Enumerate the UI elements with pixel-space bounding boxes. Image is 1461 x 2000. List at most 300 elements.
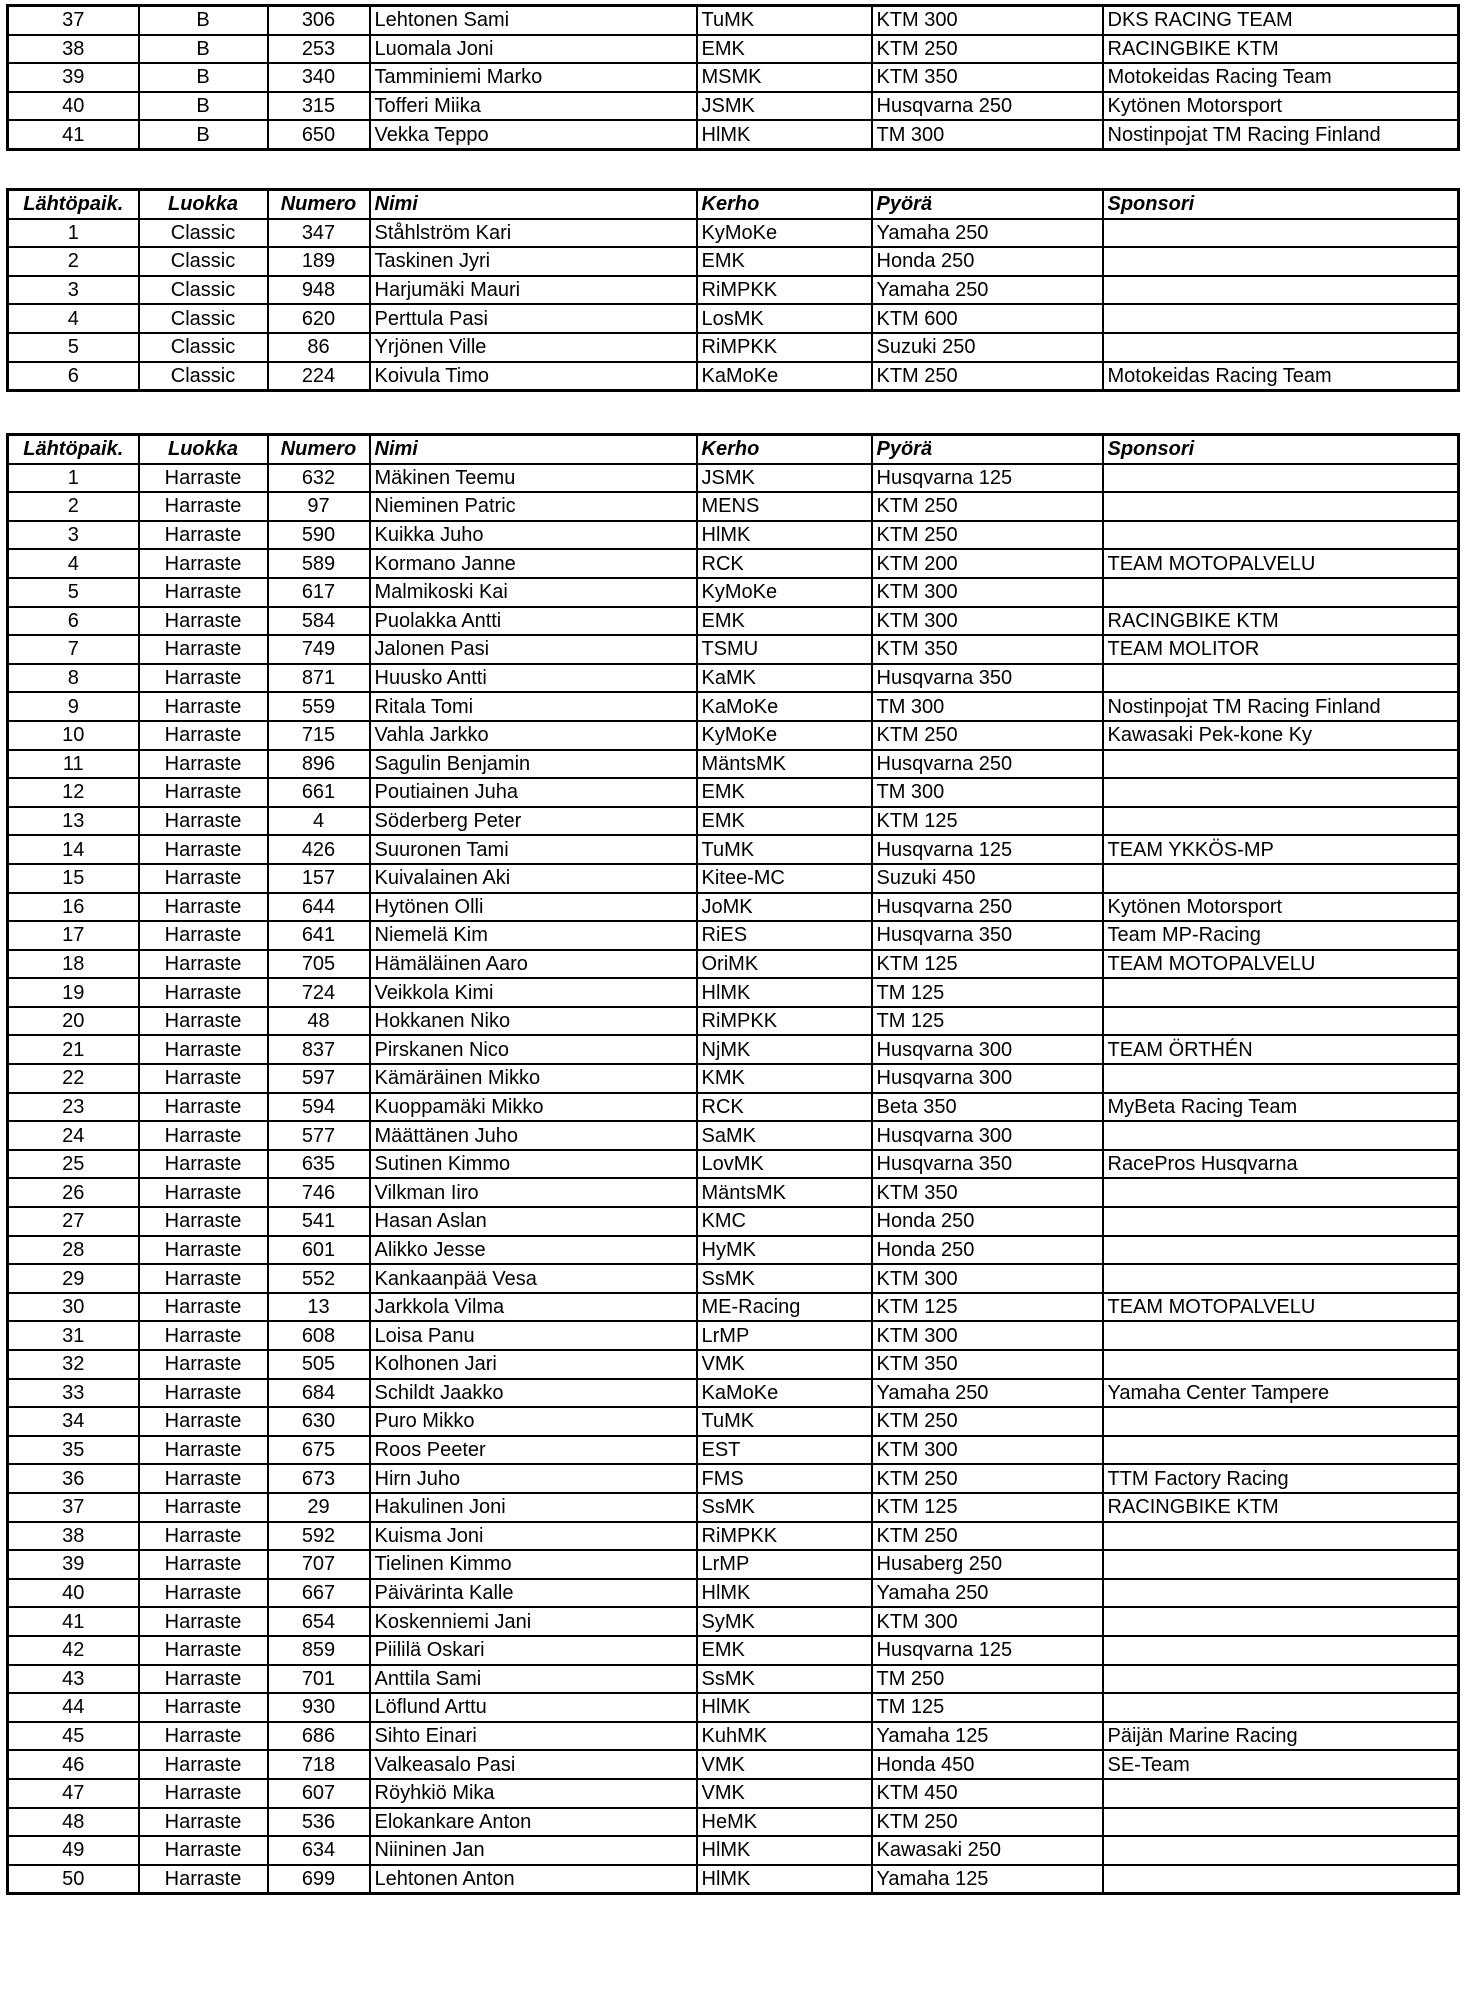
cell-bike: KTM 250 (872, 1808, 1103, 1837)
cell-name: Anttila Sami (370, 1665, 697, 1694)
cell-class: Harraste (139, 578, 268, 607)
cell-start-position: 39 (8, 63, 139, 92)
cell-bike: KTM 250 (872, 1407, 1103, 1436)
cell-number: 705 (268, 950, 370, 979)
cell-number: 871 (268, 664, 370, 693)
table-row (8, 6, 1459, 35)
cell-class: Harraste (139, 978, 268, 1007)
cell-number: 930 (268, 1693, 370, 1722)
cell-bike: KTM 250 (872, 492, 1103, 521)
cell-sponsor (1103, 333, 1459, 362)
cell-number: 505 (268, 1350, 370, 1379)
table-row (8, 1865, 1459, 1894)
cell-sponsor (1103, 864, 1459, 893)
cell-class: Harraste (139, 1064, 268, 1093)
cell-name: Vahla Jarkko (370, 721, 697, 750)
cell-class: Harraste (139, 1150, 268, 1179)
cell-start-position: 44 (8, 1693, 139, 1722)
cell-class: B (139, 63, 268, 92)
cell-sponsor: TTM Factory Racing (1103, 1464, 1459, 1493)
cell-bike: KTM 250 (872, 1464, 1103, 1493)
cell-bike: KTM 350 (872, 63, 1103, 92)
cell-sponsor (1103, 1522, 1459, 1551)
column-header-class: Luokka (139, 190, 268, 219)
cell-club: KMK (697, 1064, 872, 1093)
cell-bike: KTM 350 (872, 1178, 1103, 1207)
cell-sponsor (1103, 1836, 1459, 1865)
cell-club: HeMK (697, 1808, 872, 1837)
cell-name: Yrjönen Ville (370, 333, 697, 362)
cell-bike: KTM 300 (872, 1321, 1103, 1350)
cell-start-position: 43 (8, 1665, 139, 1694)
cell-bike: KTM 300 (872, 1264, 1103, 1293)
cell-bike: TM 300 (872, 120, 1103, 149)
cell-sponsor (1103, 1865, 1459, 1894)
cell-number: 896 (268, 750, 370, 779)
cell-name: Alikko Jesse (370, 1236, 697, 1265)
table-row (8, 1407, 1459, 1436)
cell-class: Harraste (139, 492, 268, 521)
cell-bike: Husqvarna 350 (872, 1150, 1103, 1179)
cell-number: 48 (268, 1007, 370, 1036)
cell-class: Harraste (139, 1722, 268, 1751)
cell-start-position: 33 (8, 1379, 139, 1408)
cell-number: 724 (268, 978, 370, 1007)
table-row (8, 1636, 1459, 1665)
cell-class: Harraste (139, 1407, 268, 1436)
cell-class: Harraste (139, 664, 268, 693)
table-row (8, 1665, 1459, 1694)
cell-start-position: 45 (8, 1722, 139, 1751)
cell-club: HlMK (697, 1865, 872, 1894)
table-row (8, 950, 1459, 979)
cell-number: 718 (268, 1750, 370, 1779)
cell-name: Koivula Timo (370, 362, 697, 391)
column-header-sponsor: Sponsori (1103, 435, 1459, 464)
cell-bike: Husqvarna 125 (872, 835, 1103, 864)
cell-start-position: 41 (8, 120, 139, 149)
cell-club: SsMK (697, 1665, 872, 1694)
cell-class: B (139, 120, 268, 149)
cell-start-position: 5 (8, 578, 139, 607)
cell-sponsor (1103, 464, 1459, 493)
cell-club: SsMK (697, 1493, 872, 1522)
cell-club: TuMK (697, 1407, 872, 1436)
cell-number: 673 (268, 1464, 370, 1493)
cell-bike: Husqvarna 300 (872, 1035, 1103, 1064)
table-row (8, 521, 1459, 550)
cell-class: Harraste (139, 521, 268, 550)
cell-sponsor (1103, 1178, 1459, 1207)
cell-number: 157 (268, 864, 370, 893)
table-row (8, 1293, 1459, 1322)
cell-bike: Husqvarna 125 (872, 1636, 1103, 1665)
cell-number: 584 (268, 607, 370, 636)
cell-name: Mäkinen Teemu (370, 464, 697, 493)
cell-class: Harraste (139, 1607, 268, 1636)
cell-sponsor: RACINGBIKE KTM (1103, 1493, 1459, 1522)
cell-club: LrMP (697, 1550, 872, 1579)
cell-sponsor (1103, 1436, 1459, 1465)
cell-number: 715 (268, 721, 370, 750)
cell-bike: Husqvarna 250 (872, 893, 1103, 922)
table-row (8, 492, 1459, 521)
cell-class: Harraste (139, 1579, 268, 1608)
cell-start-position: 19 (8, 978, 139, 1007)
cell-bike: KTM 250 (872, 721, 1103, 750)
cell-start-position: 13 (8, 807, 139, 836)
cell-bike: Beta 350 (872, 1093, 1103, 1122)
cell-start-position: 16 (8, 893, 139, 922)
cell-start-position: 1 (8, 464, 139, 493)
cell-name: Lehtonen Sami (370, 6, 697, 35)
cell-start-position: 24 (8, 1121, 139, 1150)
cell-sponsor (1103, 750, 1459, 779)
cell-bike: Husqvarna 350 (872, 921, 1103, 950)
table-row (8, 1808, 1459, 1837)
cell-number: 686 (268, 1722, 370, 1751)
cell-club: SyMK (697, 1607, 872, 1636)
cell-bike: Husqvarna 300 (872, 1121, 1103, 1150)
cell-name: Puolakka Antti (370, 607, 697, 636)
cell-club: RiMPKK (697, 333, 872, 362)
cell-number: 340 (268, 63, 370, 92)
cell-class: Classic (139, 276, 268, 305)
column-header-class: Luokka (139, 435, 268, 464)
column-header-bike: Pyörä (872, 190, 1103, 219)
cell-club: MäntsMK (697, 1178, 872, 1207)
column-header-number: Numero (268, 435, 370, 464)
table-row (8, 1064, 1459, 1093)
cell-number: 577 (268, 1121, 370, 1150)
cell-club: HlMK (697, 1579, 872, 1608)
table-row (8, 1236, 1459, 1265)
cell-name: Kuivalainen Aki (370, 864, 697, 893)
cell-bike: Yamaha 250 (872, 1579, 1103, 1608)
cell-club: EMK (697, 778, 872, 807)
cell-name: Röyhkiö Mika (370, 1779, 697, 1808)
cell-class: Harraste (139, 607, 268, 636)
cell-club: RiES (697, 921, 872, 950)
cell-class: Harraste (139, 1350, 268, 1379)
cell-name: Niininen Jan (370, 1836, 697, 1865)
cell-name: Taskinen Jyri (370, 247, 697, 276)
cell-number: 4 (268, 807, 370, 836)
cell-start-position: 11 (8, 750, 139, 779)
cell-number: 661 (268, 778, 370, 807)
table-row (8, 807, 1459, 836)
cell-sponsor: Kawasaki Pek-kone Ky (1103, 721, 1459, 750)
cell-bike: KTM 250 (872, 362, 1103, 391)
cell-club: TuMK (697, 835, 872, 864)
cell-name: Jarkkola Vilma (370, 1293, 697, 1322)
cell-name: Puro Mikko (370, 1407, 697, 1436)
cell-number: 634 (268, 1836, 370, 1865)
cell-name: Hakulinen Joni (370, 1493, 697, 1522)
cell-class: Classic (139, 333, 268, 362)
cell-start-position: 49 (8, 1836, 139, 1865)
cell-sponsor (1103, 1121, 1459, 1150)
cell-club: JSMK (697, 464, 872, 493)
cell-number: 594 (268, 1093, 370, 1122)
cell-start-position: 17 (8, 921, 139, 950)
cell-name: Löflund Arttu (370, 1693, 697, 1722)
cell-club: LosMK (697, 304, 872, 333)
cell-sponsor (1103, 219, 1459, 248)
cell-bike: KTM 300 (872, 607, 1103, 636)
table-row (8, 921, 1459, 950)
cell-number: 746 (268, 1178, 370, 1207)
cell-start-position: 22 (8, 1064, 139, 1093)
cell-number: 601 (268, 1236, 370, 1265)
cell-name: Malmikoski Kai (370, 578, 697, 607)
cell-name: Hirn Juho (370, 1464, 697, 1493)
cell-name: Schildt Jaakko (370, 1379, 697, 1408)
cell-name: Kuoppamäki Mikko (370, 1093, 697, 1122)
cell-start-position: 3 (8, 521, 139, 550)
cell-start-position: 46 (8, 1750, 139, 1779)
cell-sponsor: TEAM YKKÖS-MP (1103, 835, 1459, 864)
cell-name: Ritala Tomi (370, 692, 697, 721)
cell-club: EMK (697, 1636, 872, 1665)
cell-number: 608 (268, 1321, 370, 1350)
cell-class: Harraste (139, 750, 268, 779)
cell-start-position: 4 (8, 549, 139, 578)
cell-sponsor (1103, 578, 1459, 607)
cell-name: Kuikka Juho (370, 521, 697, 550)
cell-start-position: 37 (8, 1493, 139, 1522)
cell-club: KaMoKe (697, 362, 872, 391)
cell-name: Veikkola Kimi (370, 978, 697, 1007)
table-row (8, 778, 1459, 807)
table-row (8, 35, 1459, 64)
cell-class: Classic (139, 219, 268, 248)
cell-bike: KTM 200 (872, 549, 1103, 578)
cell-bike: KTM 300 (872, 1607, 1103, 1636)
cell-sponsor (1103, 1321, 1459, 1350)
cell-club: VMK (697, 1779, 872, 1808)
column-header-club: Kerho (697, 190, 872, 219)
cell-start-position: 25 (8, 1150, 139, 1179)
cell-sponsor (1103, 1064, 1459, 1093)
cell-class: Harraste (139, 1236, 268, 1265)
cell-sponsor (1103, 247, 1459, 276)
table-row (8, 1207, 1459, 1236)
table-row (8, 1522, 1459, 1551)
cell-bike: Kawasaki 250 (872, 1836, 1103, 1865)
cell-name: Suuronen Tami (370, 835, 697, 864)
table-row (8, 635, 1459, 664)
cell-sponsor: Motokeidas Racing Team (1103, 362, 1459, 391)
cell-number: 620 (268, 304, 370, 333)
cell-name: Kämäräinen Mikko (370, 1064, 697, 1093)
cell-class: Harraste (139, 807, 268, 836)
cell-club: RCK (697, 1093, 872, 1122)
cell-class: Harraste (139, 1436, 268, 1465)
cell-start-position: 47 (8, 1779, 139, 1808)
cell-sponsor (1103, 1007, 1459, 1036)
cell-name: Loisa Panu (370, 1321, 697, 1350)
cell-name: Niemelä Kim (370, 921, 697, 950)
cell-sponsor: Päijän Marine Racing (1103, 1722, 1459, 1751)
cell-start-position: 21 (8, 1035, 139, 1064)
table-row (8, 1093, 1459, 1122)
cell-class: Harraste (139, 464, 268, 493)
cell-class: Harraste (139, 1665, 268, 1694)
cell-class: Harraste (139, 1293, 268, 1322)
cell-sponsor: Kytönen Motorsport (1103, 893, 1459, 922)
cell-number: 224 (268, 362, 370, 391)
cell-bike: Yamaha 125 (872, 1865, 1103, 1894)
cell-start-position: 48 (8, 1808, 139, 1837)
cell-start-position: 39 (8, 1550, 139, 1579)
cell-sponsor (1103, 1207, 1459, 1236)
cell-start-position: 35 (8, 1436, 139, 1465)
cell-sponsor (1103, 304, 1459, 333)
table-row (8, 1607, 1459, 1636)
cell-club: OriMK (697, 950, 872, 979)
cell-bike: KTM 125 (872, 950, 1103, 979)
cell-number: 589 (268, 549, 370, 578)
cell-number: 650 (268, 120, 370, 149)
cell-name: Kormano Janne (370, 549, 697, 578)
table-row (8, 276, 1459, 305)
table-row (8, 362, 1459, 391)
cell-sponsor (1103, 1607, 1459, 1636)
cell-start-position: 1 (8, 219, 139, 248)
table-row (8, 1321, 1459, 1350)
cell-number: 667 (268, 1579, 370, 1608)
cell-bike: KTM 250 (872, 521, 1103, 550)
cell-class: Harraste (139, 1522, 268, 1551)
cell-bike: KTM 300 (872, 578, 1103, 607)
cell-name: Jalonen Pasi (370, 635, 697, 664)
table-row (8, 664, 1459, 693)
cell-start-position: 14 (8, 835, 139, 864)
cell-class: Harraste (139, 1035, 268, 1064)
cell-club: MENS (697, 492, 872, 521)
cell-club: HlMK (697, 978, 872, 1007)
cell-club: EMK (697, 247, 872, 276)
cell-sponsor: TEAM MOTOPALVELU (1103, 1293, 1459, 1322)
cell-class: Harraste (139, 549, 268, 578)
cell-name: Hokkanen Niko (370, 1007, 697, 1036)
cell-start-position: 18 (8, 950, 139, 979)
cell-club: EST (697, 1436, 872, 1465)
cell-class: Harraste (139, 635, 268, 664)
cell-name: Hämäläinen Aaro (370, 950, 697, 979)
cell-class: B (139, 35, 268, 64)
cell-name: Valkeasalo Pasi (370, 1750, 697, 1779)
cell-club: NjMK (697, 1035, 872, 1064)
cell-class: Harraste (139, 1464, 268, 1493)
cell-sponsor: Nostinpojat TM Racing Finland (1103, 692, 1459, 721)
cell-bike: Suzuki 250 (872, 333, 1103, 362)
cell-sponsor (1103, 1693, 1459, 1722)
cell-club: RiMPKK (697, 1007, 872, 1036)
table-row (8, 1579, 1459, 1608)
cell-club: MäntsMK (697, 750, 872, 779)
cell-sponsor (1103, 778, 1459, 807)
cell-bike: Husqvarna 300 (872, 1064, 1103, 1093)
cell-number: 13 (268, 1293, 370, 1322)
cell-bike: Honda 250 (872, 1207, 1103, 1236)
cell-start-position: 5 (8, 333, 139, 362)
cell-bike: Yamaha 250 (872, 276, 1103, 305)
table-row (8, 120, 1459, 149)
cell-start-position: 15 (8, 864, 139, 893)
table-row (8, 1550, 1459, 1579)
cell-number: 675 (268, 1436, 370, 1465)
cell-number: 541 (268, 1207, 370, 1236)
cell-class: Harraste (139, 1636, 268, 1665)
cell-start-position: 28 (8, 1236, 139, 1265)
table-row (8, 1350, 1459, 1379)
cell-name: Lehtonen Anton (370, 1865, 697, 1894)
cell-class: B (139, 6, 268, 35)
cell-club: KaMK (697, 664, 872, 693)
cell-sponsor (1103, 1808, 1459, 1837)
cell-number: 29 (268, 1493, 370, 1522)
table-row (8, 692, 1459, 721)
cell-sponsor (1103, 1665, 1459, 1694)
cell-club: RiMPKK (697, 1522, 872, 1551)
table-row (8, 1693, 1459, 1722)
cell-sponsor: Nostinpojat TM Racing Finland (1103, 120, 1459, 149)
cell-start-position: 37 (8, 6, 139, 35)
table-row (8, 1779, 1459, 1808)
cell-class: Harraste (139, 1178, 268, 1207)
cell-name: Sihto Einari (370, 1722, 697, 1751)
cell-class: Harraste (139, 1121, 268, 1150)
cell-number: 347 (268, 219, 370, 248)
cell-name: Tofferi Miika (370, 92, 697, 121)
cell-class: Harraste (139, 1779, 268, 1808)
cell-name: Roos Peeter (370, 1436, 697, 1465)
cell-sponsor: TEAM MOTOPALVELU (1103, 549, 1459, 578)
cell-bike: TM 300 (872, 692, 1103, 721)
cell-start-position: 40 (8, 1579, 139, 1608)
cell-start-position: 27 (8, 1207, 139, 1236)
cell-sponsor: MyBeta Racing Team (1103, 1093, 1459, 1122)
table-row (8, 1379, 1459, 1408)
cell-start-position: 10 (8, 721, 139, 750)
cell-sponsor (1103, 276, 1459, 305)
cell-start-position: 2 (8, 247, 139, 276)
cell-club: KyMoKe (697, 721, 872, 750)
cell-name: Poutiainen Juha (370, 778, 697, 807)
cell-name: Huusko Antti (370, 664, 697, 693)
cell-club: VMK (697, 1350, 872, 1379)
cell-bike: KTM 125 (872, 1293, 1103, 1322)
cell-start-position: 42 (8, 1636, 139, 1665)
cell-name: Vilkman Iiro (370, 1178, 697, 1207)
cell-bike: Husqvarna 250 (872, 92, 1103, 121)
table-row (8, 835, 1459, 864)
cell-class: Harraste (139, 1379, 268, 1408)
cell-bike: Husaberg 250 (872, 1550, 1103, 1579)
cell-club: SaMK (697, 1121, 872, 1150)
table-row (8, 864, 1459, 893)
table-row (8, 978, 1459, 1007)
cell-name: Elokankare Anton (370, 1808, 697, 1837)
cell-sponsor: Team MP-Racing (1103, 921, 1459, 950)
cell-club: KaMoKe (697, 692, 872, 721)
cell-club: RCK (697, 549, 872, 578)
cell-name: Tielinen Kimmo (370, 1550, 697, 1579)
cell-name: Ståhlström Kari (370, 219, 697, 248)
cell-number: 859 (268, 1636, 370, 1665)
